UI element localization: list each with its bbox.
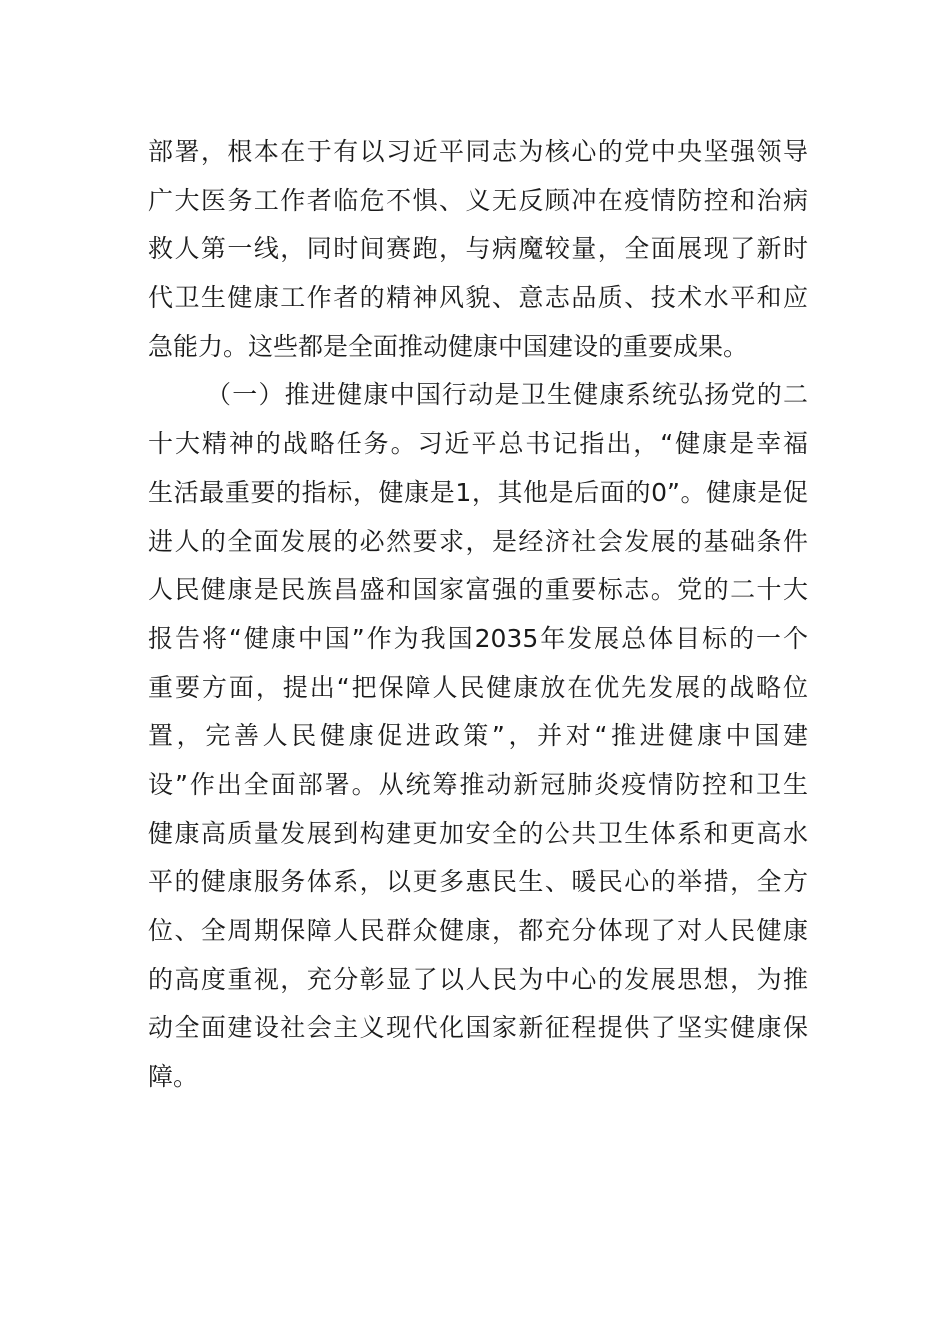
text-line: 十大精神的战略任务。习近平总书记指出，“健康是幸福	[148, 429, 808, 459]
text-line: 位、全周期保障人民群众健康，都充分体现了对人民健康	[148, 916, 808, 945]
text-line: 动全面建设社会主义现代化国家新征程提供了坚实健康保	[148, 1013, 808, 1043]
text-line: 生活最重要的指标，健康是1，其他是后面的0”。健康是促	[148, 477, 808, 507]
text-line: 平的健康服务体系，以更多惠民生、暖民心的举措，全方	[148, 867, 808, 897]
text-line: 部署，根本在于有以习近平同志为核心的党中央坚强领导	[148, 137, 808, 166]
text-line: 的高度重视，充分彰显了以人民为中心的发展思想，为推	[148, 964, 808, 994]
text-line: 人民健康是民族昌盛和国家富强的重要标志。党的二十大	[148, 575, 808, 605]
text-line: 救人第一线，同时间赛跑，与病魔较量，全面展现了新时	[148, 234, 808, 264]
text-line: 置，完善人民健康促进政策”，并对“推进健康中国建	[148, 721, 808, 751]
text-line: 设”作出全面部署。从统筹推动新冠肺炎疫情防控和卫生	[148, 769, 808, 799]
body-text	[148, 128, 808, 1102]
text-line: 报告将“健康中国”作为我国2035年发展总体目标的一个	[148, 623, 808, 653]
text-line: 障。	[148, 1062, 199, 1092]
text-line: 健康高质量发展到构建更加安全的公共卫生体系和更高水	[148, 818, 808, 848]
text-line: 重要方面，提出“把保障人民健康放在优先发展的战略位	[148, 672, 808, 702]
section-heading-line: （一）推进健康中国行动是卫生健康系统弘扬党的二	[206, 380, 808, 410]
text-line: 代卫生健康工作者的精神风貌、意志品质、技术水平和应	[148, 283, 808, 313]
text-line: 进人的全面发展的必然要求，是经济社会发展的基础条件	[148, 526, 808, 556]
text-line: 广大医务工作者临危不惧、义无反顾冲在疫情防控和治病	[148, 185, 808, 215]
text-line: 急能力。这些都是全面推动健康中国建设的重要成果。	[148, 331, 749, 361]
